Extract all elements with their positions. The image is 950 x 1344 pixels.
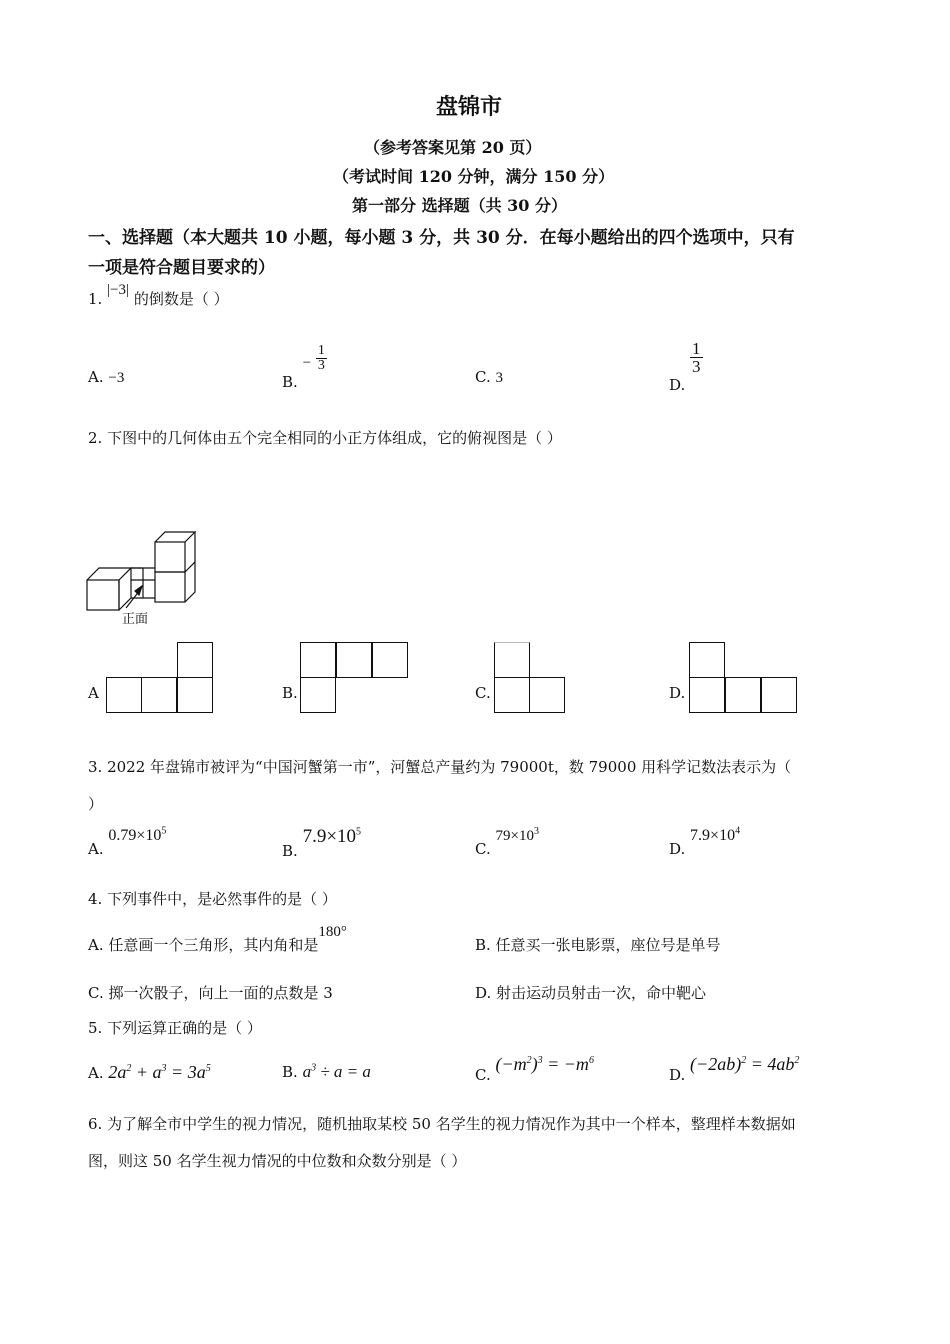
denominator: 3 xyxy=(317,358,325,373)
grid-cell xyxy=(689,677,725,713)
question-stem: 的倒数是（ ） xyxy=(133,290,229,308)
option-label: A. xyxy=(88,368,104,386)
q3-option-b xyxy=(282,826,362,860)
option-math: $(-m^2)^3 = -m^6$ xyxy=(495,1054,594,1074)
option-math: $(-2ab)^2 = 4ab^2$ xyxy=(690,1054,800,1074)
question-4: 4. 下列事件中，是必然事件的是（ ） xyxy=(88,890,337,908)
part-heading: 第一部分 选择题（共 30 分） xyxy=(352,196,567,215)
grid-cell xyxy=(494,677,530,713)
grid-cell xyxy=(177,642,213,678)
option-label: C. xyxy=(475,840,491,858)
option-label: B. xyxy=(282,372,298,391)
grid-cell xyxy=(177,677,213,713)
exponent: 5 xyxy=(356,826,362,838)
grid-cell xyxy=(141,677,177,713)
q3-option-d xyxy=(669,826,741,859)
q2-option-a-figure xyxy=(106,642,216,716)
q4-option-c: C. 掷一次骰子，向上一面的点数是 3 xyxy=(88,984,333,1002)
option-label: D. xyxy=(669,840,686,859)
numerator: 1 xyxy=(692,339,701,358)
option-label: A. xyxy=(88,1064,104,1082)
q3-option-c xyxy=(475,826,539,858)
option-value: −3 xyxy=(108,370,125,386)
section-heading-line2: 一项是符合题目要求的） xyxy=(88,258,275,278)
option-label: B. xyxy=(282,1063,298,1081)
q4-option-b: B. 任意买一张电影票，座位号是单号 xyxy=(475,936,721,954)
option-label: A. xyxy=(88,840,104,859)
q1-option-b xyxy=(282,343,327,391)
base: 7.9×10 xyxy=(690,827,736,845)
question-1 xyxy=(88,282,229,309)
question-6-line2: 图，则这 50 名学生视力情况的中位数和众数分别是（ ） xyxy=(88,1152,467,1170)
option-value xyxy=(496,828,539,844)
fraction xyxy=(316,344,327,373)
q5-option-b xyxy=(282,1062,371,1082)
option-math: $a^3 \div a = a$ xyxy=(302,1062,371,1081)
question-3-line2: ） xyxy=(88,795,104,813)
cube-solid-figure xyxy=(84,528,234,628)
grid-cell xyxy=(106,677,142,713)
section-heading-line1: 一、选择题（本大题共 10 小题，每小题 3 分，共 30 分．在每小题给出的四个选项中，只有 xyxy=(88,228,795,248)
question-5: 5. 下列运算正确的是（ ） xyxy=(88,1019,262,1037)
q2-option-c-label: C. xyxy=(475,684,491,702)
q5-option-d xyxy=(669,1054,800,1084)
q2-option-d-figure xyxy=(689,642,801,716)
option-label: D. xyxy=(669,1066,686,1084)
option-value xyxy=(690,827,740,844)
option-math: $2a^2 + a^3 = 3a^5$ xyxy=(108,1062,211,1082)
q2-option-d-label: D. xyxy=(669,684,686,702)
exponent: 3 xyxy=(533,826,539,837)
grid-cell xyxy=(300,642,336,678)
question-2: 2. 下图中的几何体由五个完全相同的小正方体组成，它的俯视图是（ ） xyxy=(88,429,562,447)
grid-cell xyxy=(689,642,725,678)
option-value: 3 xyxy=(495,370,503,386)
base: 7.9×10 xyxy=(302,826,357,847)
fraction xyxy=(690,340,703,375)
grid-cell xyxy=(336,642,372,678)
grid-cell xyxy=(372,642,408,678)
option-label: C. xyxy=(475,1066,491,1084)
base: 79×10 xyxy=(495,828,534,844)
grid-cell xyxy=(300,677,336,713)
grid-cell xyxy=(761,677,797,713)
question-6-line1: 6. 为了解全市中学生的视力情况，随机抽取某校 50 名学生的视力情况作为其中一个样本，整理样本数据如 xyxy=(88,1115,796,1133)
option-label: D. xyxy=(669,375,686,394)
option-text: A. 任意画一个三角形，其内角和是 xyxy=(88,936,319,954)
exponent: 4 xyxy=(735,826,741,837)
q3-option-a xyxy=(88,826,167,859)
q1-option-c xyxy=(475,368,503,387)
option-label: C. xyxy=(475,368,491,386)
q2-option-a-label: A xyxy=(88,684,99,702)
base: 0.79×10 xyxy=(108,827,162,845)
exam-info: （考试时间 120 分钟，满分 150 分） xyxy=(333,167,615,186)
option-value xyxy=(108,827,166,844)
q4-option-a xyxy=(88,924,347,955)
q4-option-d: D. 射击运动员射击一次，命中靶心 xyxy=(475,984,707,1002)
question-3-line1: 3. 2022 年盘锦市被评为“中国河蟹第一市”，河蟹总产量约为 79000t，数 79000 用科学记数法表示为（ xyxy=(88,758,792,776)
answer-reference: （参考答案见第 20 页） xyxy=(364,138,542,157)
q2-option-c-figure xyxy=(494,642,568,716)
numerator: 1 xyxy=(317,343,325,358)
option-value xyxy=(303,826,361,847)
minus-sign: − xyxy=(302,354,312,371)
q1-option-d xyxy=(669,339,703,394)
q5-option-c xyxy=(475,1054,594,1084)
grid-cell xyxy=(725,677,761,713)
question-number: 1. xyxy=(88,290,103,308)
page-title: 盘锦市 xyxy=(436,94,503,120)
exponent: 5 xyxy=(161,826,167,837)
q1-option-a xyxy=(88,368,124,387)
front-label: 正面 xyxy=(122,612,149,627)
grid-cell xyxy=(529,677,565,713)
abs-value-expression: |−3| xyxy=(107,282,130,298)
denominator: 3 xyxy=(692,357,701,376)
q2-option-b-figure xyxy=(300,642,412,716)
option-label: B. xyxy=(282,842,298,860)
q2-option-b-label: B. xyxy=(282,684,298,702)
option-math: 180° xyxy=(318,924,347,940)
q5-option-a xyxy=(88,1062,211,1083)
grid-cell xyxy=(494,642,530,678)
